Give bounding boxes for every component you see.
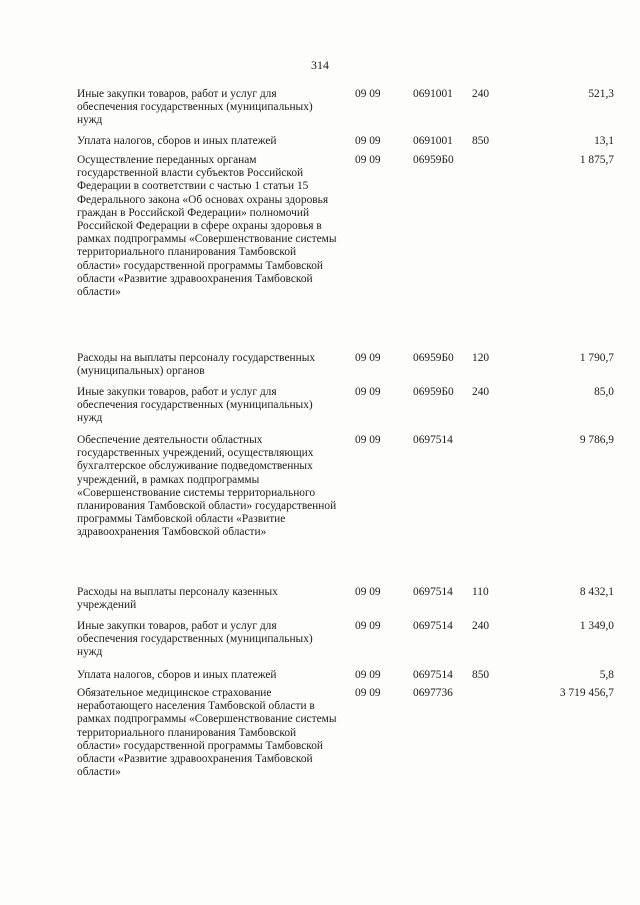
row-section-code: 09 09: [355, 154, 381, 166]
table-row: [0, 352, 640, 386]
table-row: [0, 669, 640, 687]
row-section-code: 09 09: [355, 352, 381, 364]
row-target-code: 0691001: [413, 135, 453, 147]
row-description: Расходы на выплаты персоналу казенных учреждений: [77, 586, 278, 612]
row-amount: 521,3: [588, 88, 614, 100]
row-description: Иные закупки товаров, работ и услуг для обеспечения государственных (муниципальных) нужд: [77, 620, 313, 659]
table-row: [0, 687, 640, 807]
table-row: [0, 88, 640, 135]
budget-table: [0, 88, 640, 807]
row-description: Уплата налогов, сборов и иных платежей: [77, 669, 277, 681]
row-description: Обеспечение деятельности областных государственных учреждений, осуществляющих бухгалтерское обслуживание подведомственных учреждений, в рамках подпрограммы «Совершенствование системы территориального планирования Тамбовской области» государственной программы Тамбовской области «Развитие здравоохранения Тамбовской области»: [77, 434, 337, 539]
row-amount: 3 719 456,7: [559, 687, 614, 699]
row-amount: 85,0: [594, 386, 614, 398]
row-description: Иные закупки товаров, работ и услуг для обеспечения государственных (муниципальных) нужд: [77, 88, 313, 127]
row-expense-type: 110: [472, 586, 489, 598]
row-description: Иные закупки товаров, работ и услуг для обеспечения государственных (муниципальных) нужд: [77, 386, 313, 425]
row-section-code: 09 09: [355, 620, 381, 632]
row-expense-type: 120: [472, 352, 490, 364]
row-target-code: 0697514: [413, 434, 453, 446]
row-expense-type: 850: [472, 669, 490, 681]
row-target-code: 0697514: [413, 669, 453, 681]
row-amount: 1 875,7: [579, 154, 614, 166]
row-section-code: 09 09: [355, 386, 381, 398]
row-section-code: 09 09: [355, 687, 381, 699]
row-target-code: 0691001: [413, 88, 453, 100]
row-amount: 9 786,9: [579, 434, 614, 446]
page-number: 314: [311, 58, 329, 72]
table-row: [0, 434, 640, 586]
row-description: Обязательное медицинское страхование неработающего населения Тамбовской области в рамках подпрограммы «Совершенствование системы территориального планирования Тамбовской области» государственной программы Тамбовской области «Развитие здравоохранения Тамбовской области»: [77, 687, 337, 779]
row-amount: 8 432,1: [579, 586, 614, 598]
row-section-code: 09 09: [355, 88, 381, 100]
row-amount: 5,8: [599, 669, 614, 681]
row-section-code: 09 09: [355, 669, 381, 681]
row-expense-type: 850: [472, 135, 490, 147]
row-target-code: 0697514: [413, 620, 453, 632]
table-row: [0, 154, 640, 352]
row-section-code: 09 09: [355, 586, 381, 598]
row-target-code: 06959Б0: [413, 352, 454, 364]
table-row: [0, 135, 640, 154]
row-section-code: 09 09: [355, 434, 381, 446]
row-description: Осуществление переданных органам государственной власти субъектов Российской Федерации в соответствии с частью 1 статьи 15 Федерального закона «Об основах охраны здоровья граждан в Российской Федерации» полномочий Российской Федерации в сфере охраны здоровья в рамках подпрограммы «Совершенствование системы территориального планирования Тамбовской области» государственной программы Тамбовской области «Развитие здравоохранения Тамбовской области»: [77, 154, 337, 299]
row-target-code: 0697514: [413, 586, 453, 598]
row-amount: 1 349,0: [579, 620, 614, 632]
table-row: [0, 620, 640, 669]
row-expense-type: 240: [472, 620, 490, 632]
row-target-code: 0697736: [413, 687, 453, 699]
table-row: [0, 586, 640, 620]
row-target-code: 06959Б0: [413, 154, 454, 166]
row-section-code: 09 09: [355, 135, 381, 147]
row-description: Расходы на выплаты персоналу государственных (муниципальных) органов: [77, 352, 316, 378]
row-amount: 1 790,7: [579, 352, 614, 364]
row-amount: 13,1: [594, 135, 614, 147]
row-expense-type: 240: [472, 386, 490, 398]
row-description: Уплата налогов, сборов и иных платежей: [77, 135, 277, 147]
table-row: [0, 386, 640, 434]
row-target-code: 06959Б0: [413, 386, 454, 398]
row-expense-type: 240: [472, 88, 490, 100]
